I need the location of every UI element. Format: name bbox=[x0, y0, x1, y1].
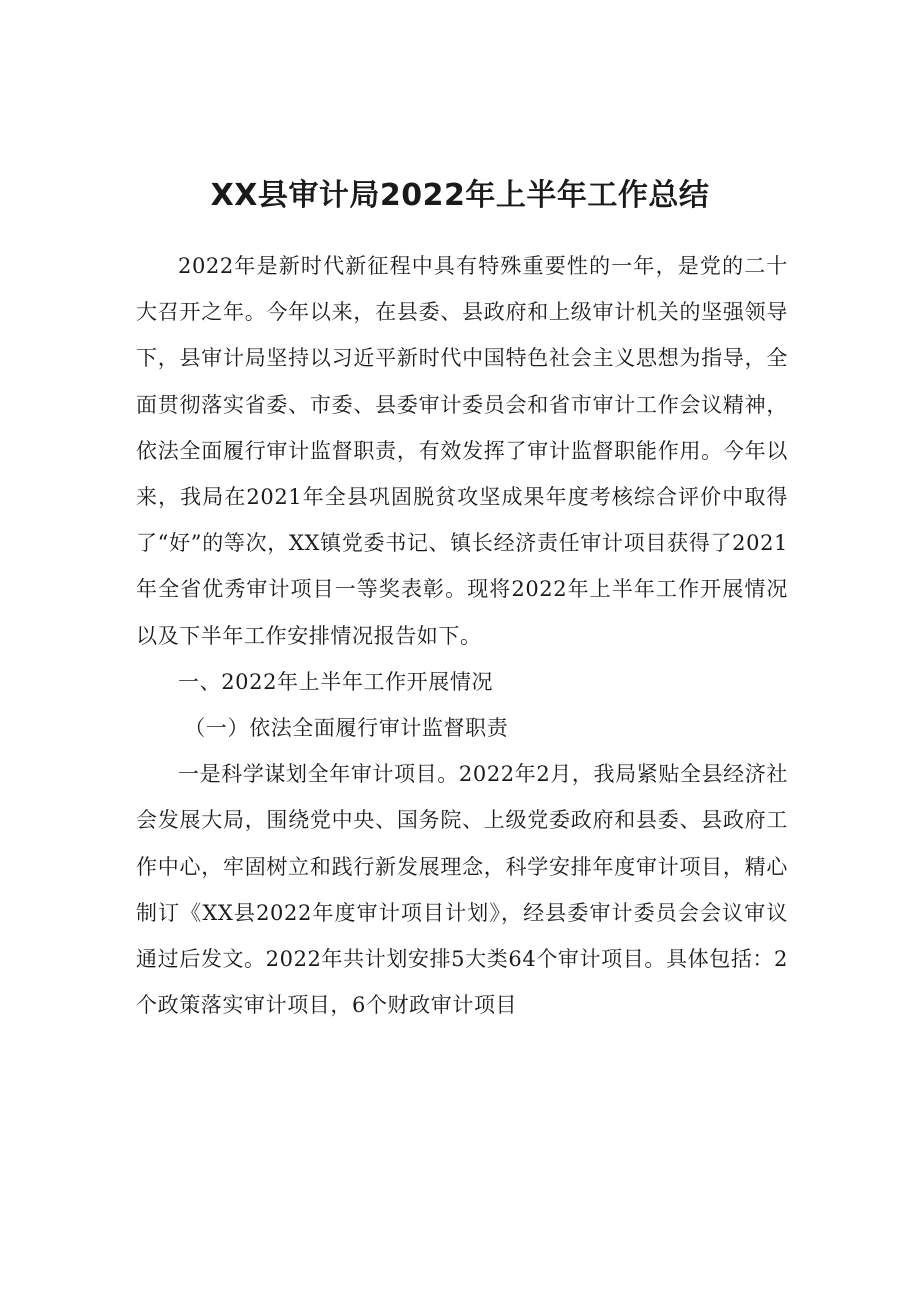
section-heading: 一、2022年上半年工作开展情况 bbox=[178, 669, 494, 694]
intro-paragraph: 2022年是新时代新征程中具有特殊重要性的一年，是党的二十大召开之年。今年以来，在县委、县政府和上级审计机关的坚强领导下，县审计局坚持以习近平新时代中国特色社会主义思想为指导，全面贯彻落实省委、市委、县委审计委员会和省市审计工作会议精神，依法全面履行审计监督职责，有效发挥了审计监督职能作用。今年以来，我局在2021年全县巩固脱贫攻坚成果年度考核综合评价中取得了“好”的等次，XX镇党委书记、镇长经济责任审计项目获得了2021年全省优秀审计项目一等奖表彰。现将2022年上半年工作开展情况以及下半年工作安排情况报告如下。 bbox=[136, 254, 788, 648]
document-body bbox=[136, 243, 788, 1028]
body-paragraph: 一是科学谋划全年审计项目。2022年2月，我局紧贴全县经济社会发展大局，围绕党中央、国务院、上级党委政府和县委、县政府工作中心，牢固树立和践行新发展理念，科学安排年度审计项目，精心制订《XX县2022年度审计项目计划》，经县委审计委员会会议审议通过后发文。2022年共计划安排5大类64个审计项目。具体包括：2个政策落实审计项目，6个财政审计项目 bbox=[136, 762, 788, 1018]
subsection-heading: （一）依法全面履行审计监督职责 bbox=[184, 716, 509, 741]
document-title: XX县审计局2022年上半年工作总结 bbox=[210, 178, 710, 213]
